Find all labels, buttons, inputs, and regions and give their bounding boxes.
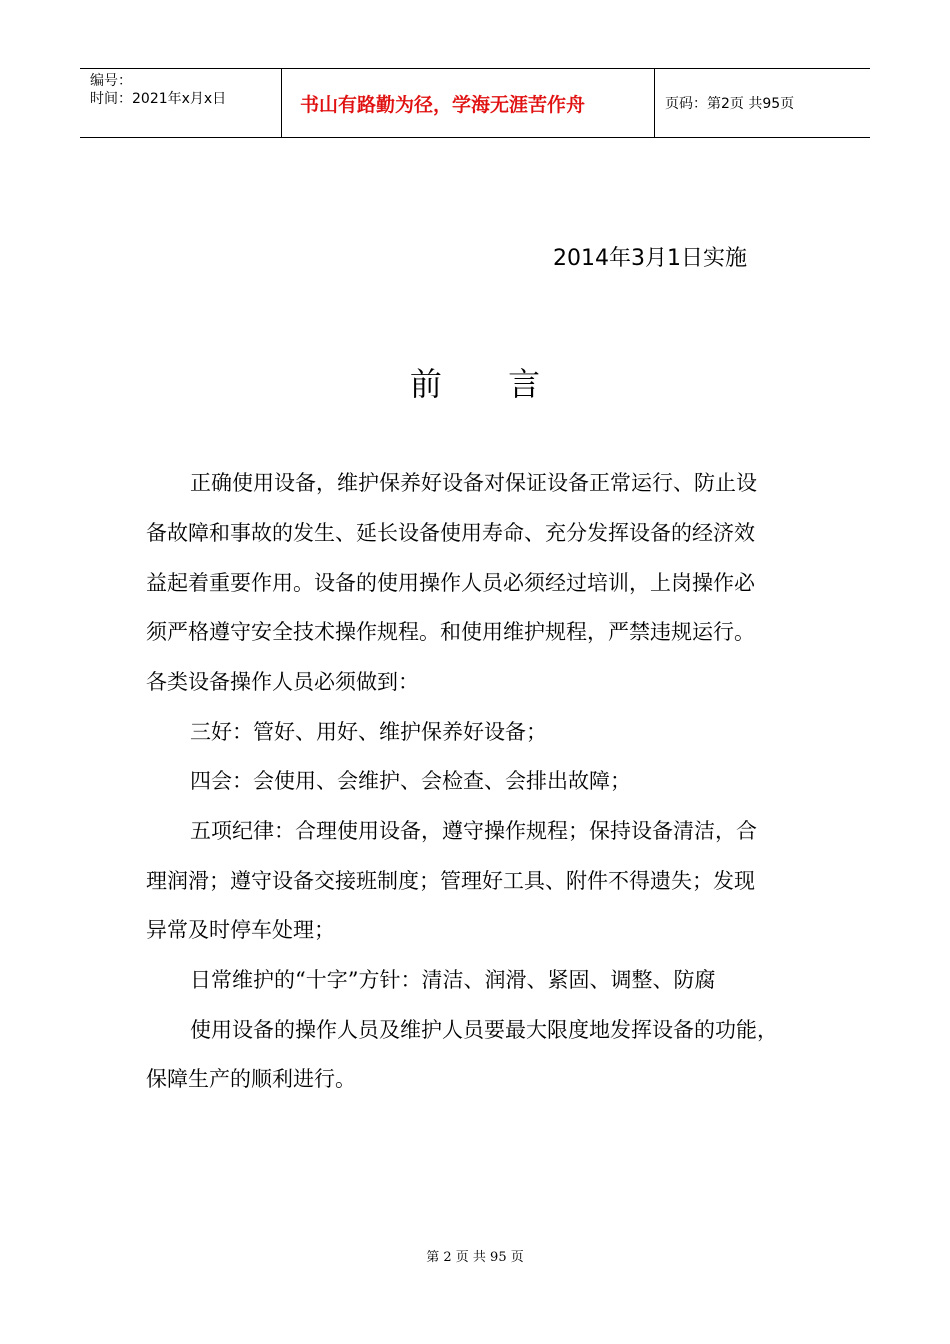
- body-line: 备故障和事故的发生、延长设备使用寿命、充分发挥设备的经济效: [146, 521, 755, 545]
- body-line: 益起着重要作用。设备的使用操作人员必须经过培训，上岗操作必: [146, 571, 755, 595]
- document-time-label: 时间：2021年x月x日: [90, 91, 227, 107]
- body-line: 日常维护的“十字”方针：清洁、润滑、紧固、调整、防腐: [190, 968, 716, 992]
- body-line: 正确使用设备，维护保养好设备对保证设备正常运行、防止设: [190, 471, 757, 495]
- header-page-cell: [655, 69, 870, 137]
- body-line: 使用设备的操作人员及维护人员要最大限度地发挥设备的功能，: [190, 1018, 778, 1042]
- body-line: 保障生产的顺利进行。: [146, 1067, 356, 1091]
- header-motto-cell: [282, 69, 655, 137]
- body-line: 理润滑；遵守设备交接班制度；管理好工具、附件不得遗失；发现: [146, 869, 755, 893]
- header-page-info: 页码：第2页 共95页: [665, 96, 795, 112]
- header-motto: 书山有路勤为径，学海无涯苦作舟: [300, 93, 586, 116]
- body-line: 异常及时停车处理；: [146, 918, 335, 942]
- document-number-label: 编号：: [90, 73, 132, 89]
- header-meta-cell: [80, 69, 282, 137]
- body-line: 须严格遵守安全技术操作规程。和使用维护规程，严禁违规运行。: [146, 620, 755, 644]
- body-line: 三好：管好、用好、维护保养好设备；: [190, 720, 547, 744]
- page-header: [80, 68, 870, 138]
- page-footer: 第 2 页 共 95 页: [426, 1250, 524, 1265]
- body-line: 各类设备操作人员必须做到：: [146, 670, 419, 694]
- body-line: 四会：会使用、会维护、会检查、会排出故障；: [190, 769, 631, 793]
- body-line: 五项纪律：合理使用设备，遵守操作规程；保持设备清洁，合: [190, 819, 757, 843]
- implementation-date: 2014年3月1日实施: [553, 246, 747, 271]
- preface-title: 前 言: [409, 365, 569, 403]
